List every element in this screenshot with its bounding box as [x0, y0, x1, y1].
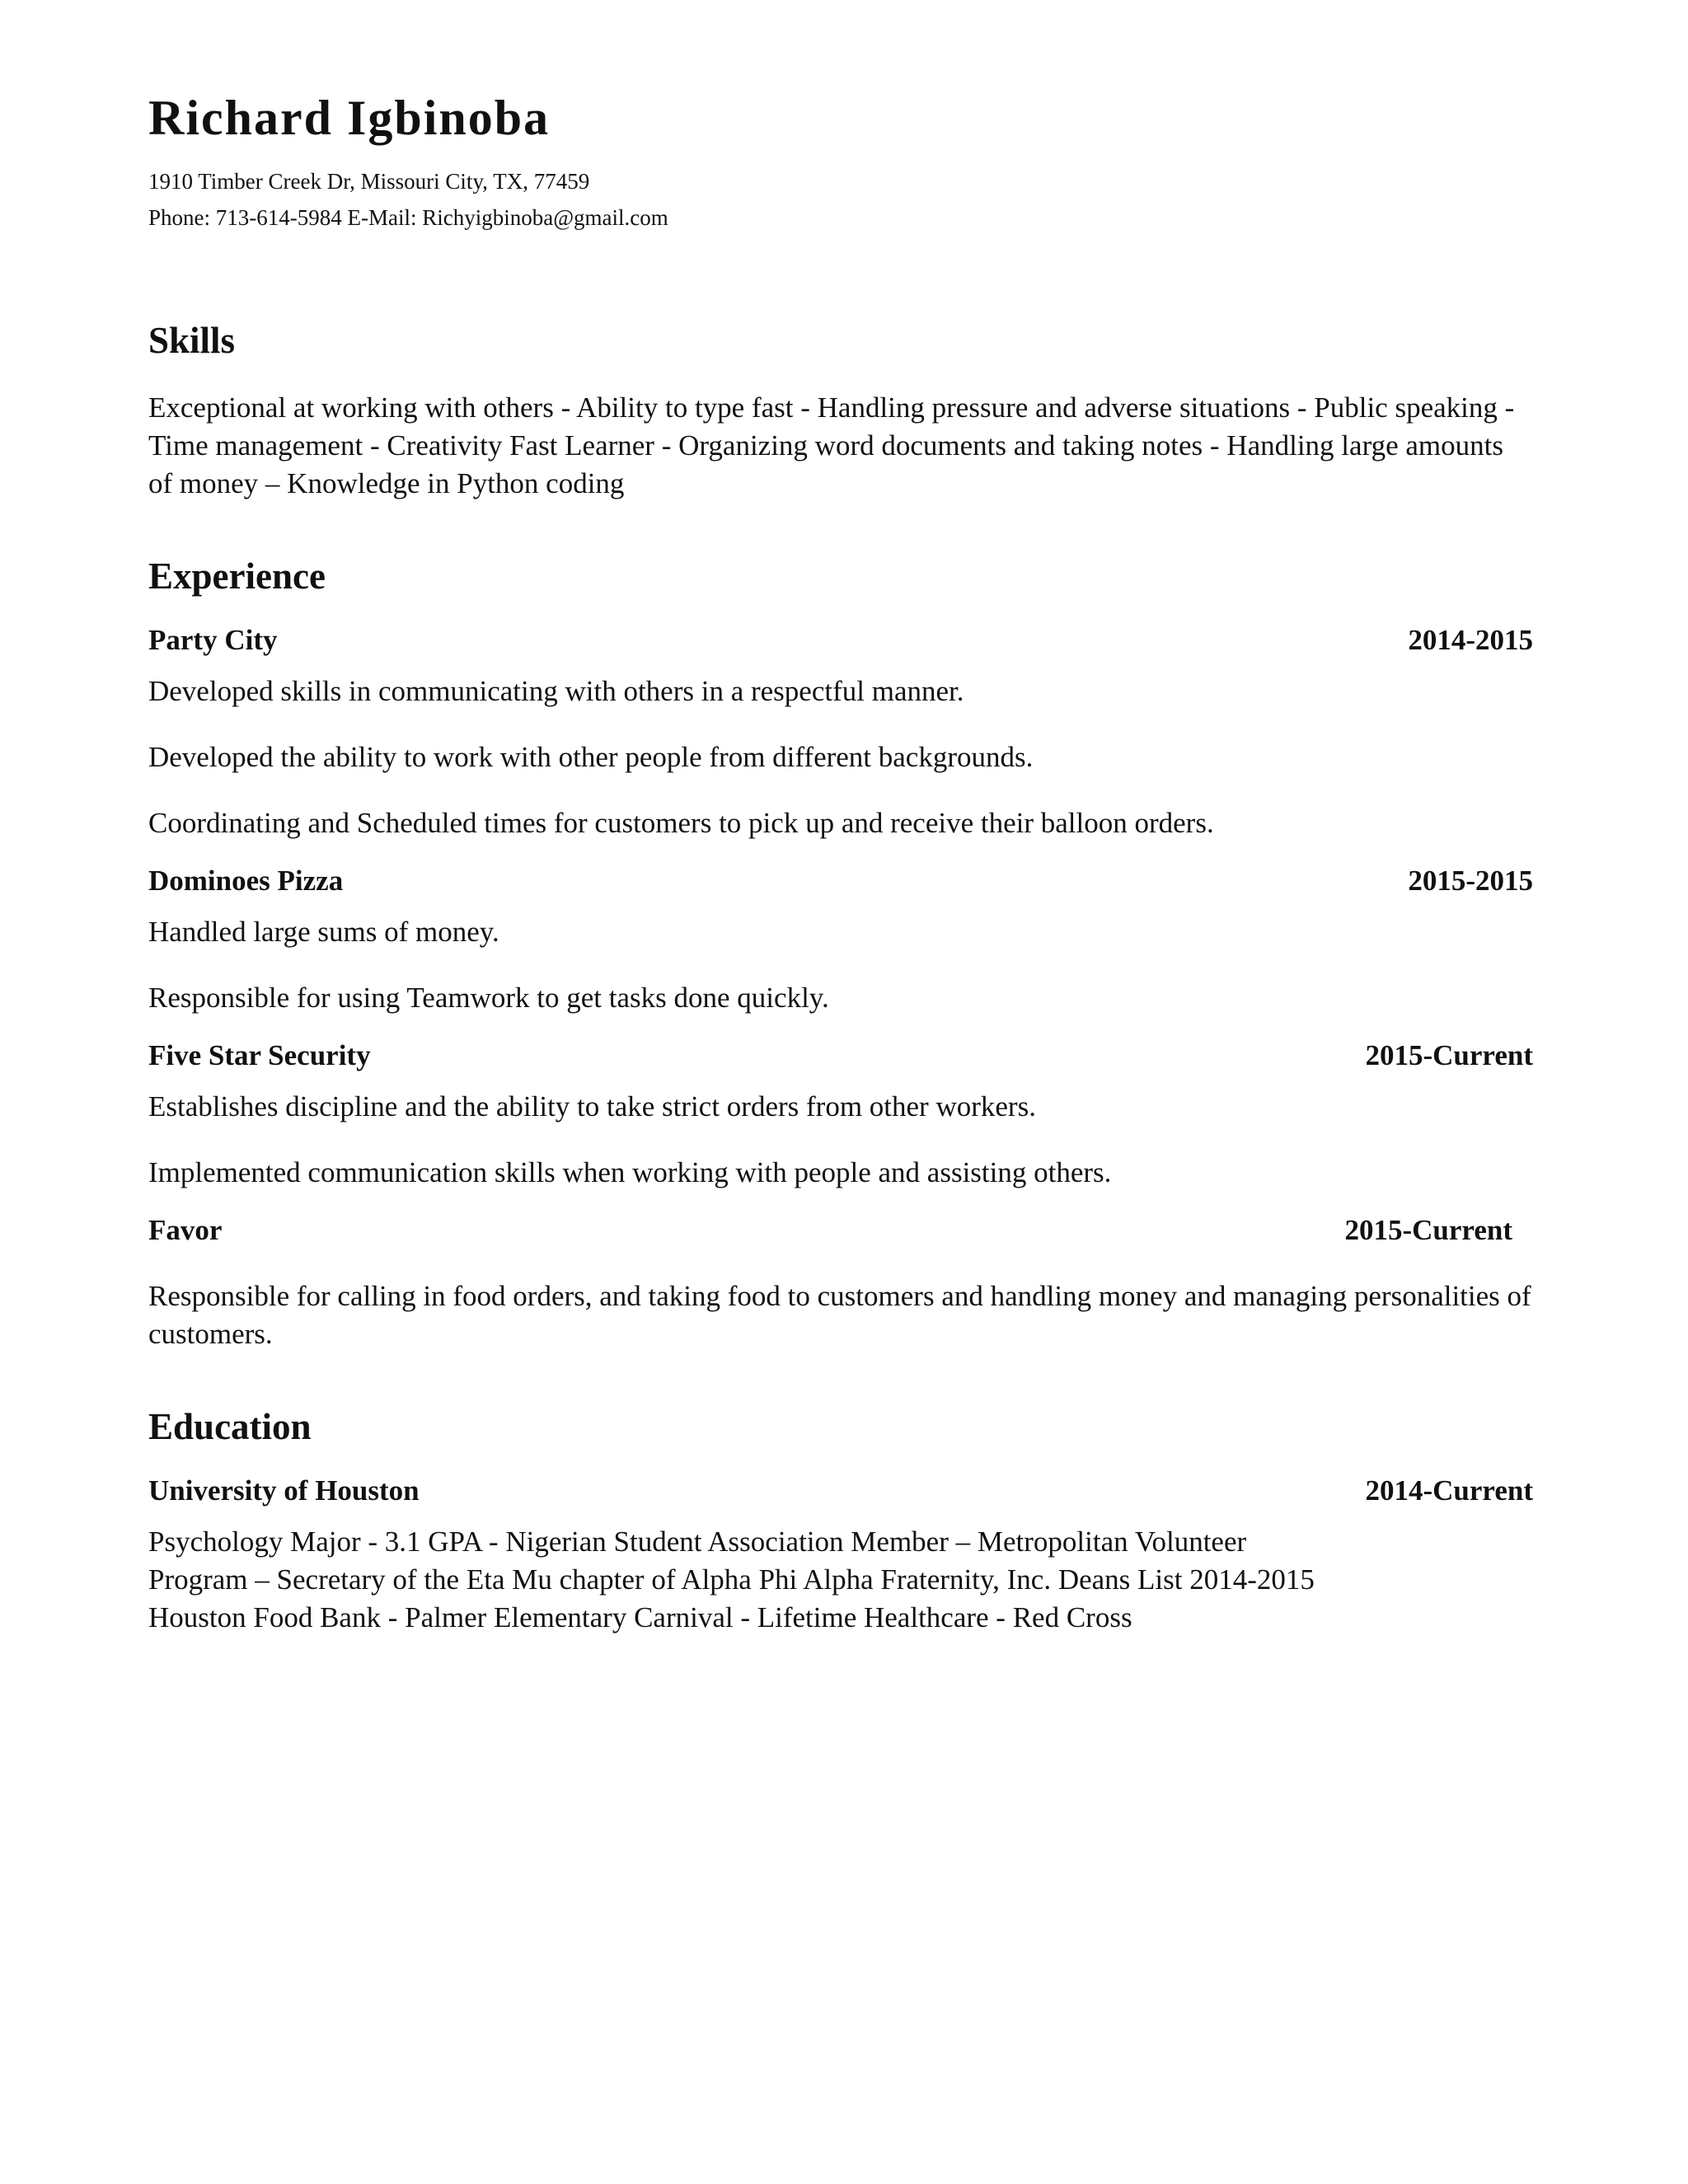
job-entry [148, 1212, 1533, 1353]
contact-line: Phone: 713-614-5984 E-Mail: Richyigbinoba@gmail.com [148, 205, 668, 230]
job-dates: 2014-2015 [1408, 624, 1533, 656]
school-dates: 2014-Current [1365, 1474, 1533, 1507]
skills-heading: Skills [148, 320, 236, 361]
resume-name: Richard Igbinoba [148, 91, 551, 145]
job-header [148, 862, 1533, 900]
job-duty: Establishes discipline and the ability to take strict orders from other workers. [148, 1090, 1036, 1122]
job-duty: Responsible for using Teamwork to get tasks done quickly. [148, 982, 829, 1014]
job-dates: 2015-Current [1344, 1214, 1512, 1246]
job-header [148, 1037, 1533, 1075]
job-duty: Responsible for calling in food orders, and taking food to customers and handling money and managing personalities of customers. [148, 1280, 1531, 1350]
job-header [148, 621, 1533, 659]
education-section [148, 1404, 1533, 1637]
job-header [148, 1212, 1533, 1249]
address-line: 1910 Timber Creek Dr, Missouri City, TX, 77459 [148, 169, 590, 194]
job-dates: 2015-Current [1365, 1039, 1533, 1071]
school-header [148, 1472, 1533, 1510]
experience-section [148, 554, 1533, 1353]
job-entry [148, 621, 1533, 842]
job-duty: Handled large sums of money. [148, 916, 499, 948]
job-duty: Coordinating and Scheduled times for customers to pick up and receive their balloon orders. [148, 807, 1214, 839]
resume-header [148, 91, 1533, 236]
job-dates: 2015-2015 [1408, 865, 1533, 897]
school-name: University of Houston [148, 1474, 420, 1507]
job-company: Dominoes Pizza [148, 865, 344, 897]
job-duty: Implemented communication skills when working with people and assisting others. [148, 1156, 1112, 1188]
skills-text: Exceptional at working with others - Ability to type fast - Handling pressure and adverse situations - Public speaking - Time management - Creativity Fast Learner - Organizing word documents and taking notes - Handling large amounts of money – Knowledge in Python coding [148, 391, 1515, 499]
experience-heading: Experience [148, 555, 326, 597]
job-duty: Developed skills in communicating with others in a respectful manner. [148, 675, 964, 707]
resume-page [148, 91, 1533, 1637]
education-heading: Education [148, 1406, 312, 1447]
job-duty: Developed the ability to work with other people from different backgrounds. [148, 741, 1034, 773]
education-line: Psychology Major - 3.1 GPA - Nigerian Student Association Member – Metropolitan Volunteer [148, 1526, 1247, 1558]
job-company: Five Star Security [148, 1039, 371, 1071]
skills-section [148, 318, 1533, 503]
education-line: Program – Secretary of the Eta Mu chapter of Alpha Phi Alpha Fraternity, Inc. Deans List 2014-2015 [148, 1563, 1315, 1596]
education-details [148, 1523, 1533, 1637]
job-company: Favor [148, 1214, 223, 1246]
job-entry [148, 1037, 1533, 1192]
education-line: Houston Food Bank - Palmer Elementary Carnival - Lifetime Healthcare - Red Cross [148, 1601, 1132, 1633]
job-company: Party City [148, 624, 278, 656]
job-entry [148, 862, 1533, 1017]
